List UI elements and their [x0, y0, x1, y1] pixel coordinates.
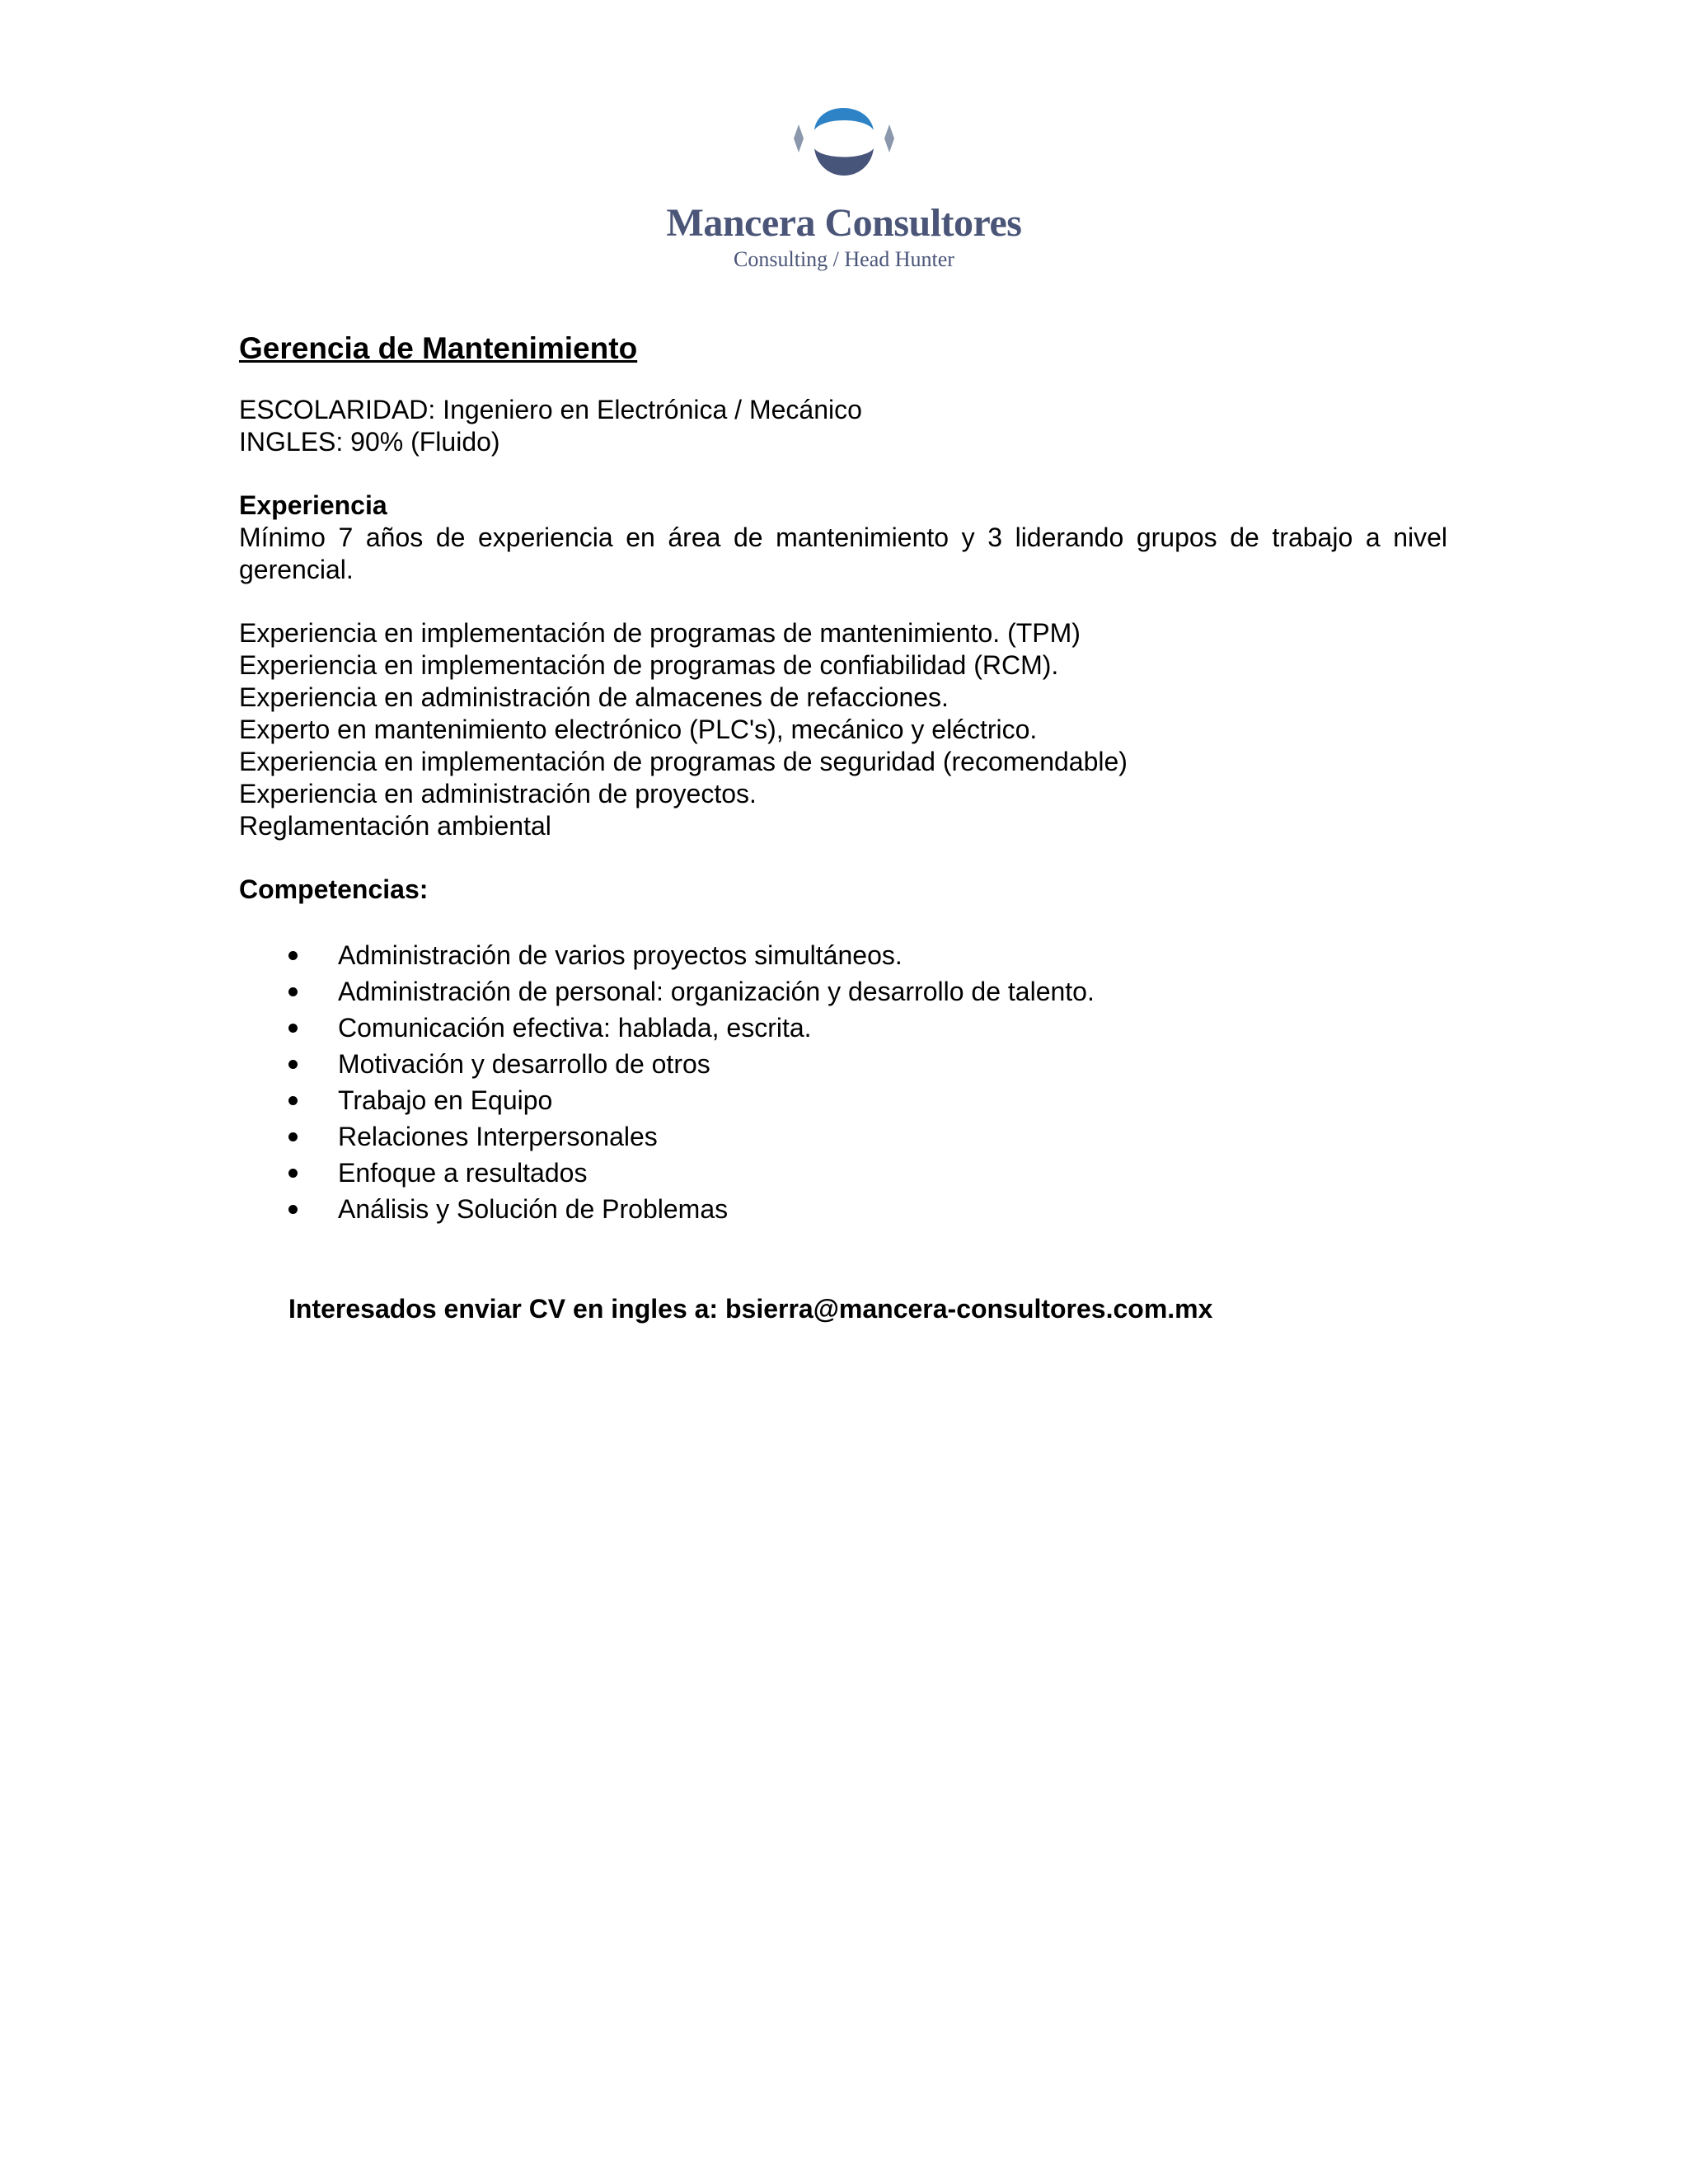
competencies-list [239, 937, 1447, 1227]
job-title: Gerencia de Mantenimiento [239, 331, 638, 365]
competency-text: Trabajo en Equipo [338, 1085, 553, 1115]
list-item [239, 973, 1447, 1010]
list-item [239, 1010, 1447, 1046]
experience-item: Experto en mantenimiento electrónico (PLC's), mecánico y eléctrico. [239, 715, 1038, 744]
bullet-icon [288, 951, 298, 960]
experience-item: Reglamentación ambiental [239, 811, 551, 841]
company-name: Mancera Consultores [666, 201, 1022, 245]
competency-text: Motivación y desarrollo de otros [338, 1049, 710, 1079]
competencies-heading: Competencias: [239, 874, 429, 904]
competency-text: Análisis y Solución de Problemas [338, 1194, 729, 1224]
experience-summary: Mínimo 7 años de experiencia en área de mantenimiento y 3 liderando grupos de trabajo a nivel gerencial. [239, 523, 1447, 584]
experience-item: Experiencia en administración de proyectos. [239, 779, 757, 808]
list-item [239, 1118, 1447, 1155]
experience-heading: Experiencia [239, 490, 387, 520]
list-item [239, 1155, 1447, 1191]
bullet-icon [288, 1096, 298, 1105]
company-tagline: Consulting / Head Hunter [734, 247, 954, 271]
competency-text: Administración de varios proyectos simultáneos. [338, 940, 903, 970]
competency-text: Comunicación efectiva: hablada, escrita. [338, 1013, 812, 1043]
bullet-icon [288, 1024, 298, 1033]
company-emblem-icon [786, 89, 902, 193]
list-item [239, 1082, 1447, 1118]
list-item [239, 1191, 1447, 1227]
experience-item: Experiencia en implementación de programas de confiabilidad (RCM). [239, 650, 1059, 680]
list-item [239, 1046, 1447, 1082]
competency-text: Relaciones Interpersonales [338, 1122, 658, 1151]
english-requirement: INGLES: 90% (Fluido) [239, 427, 500, 457]
experience-item: Experiencia en administración de almacenes de refacciones. [239, 682, 949, 712]
bullet-icon [288, 987, 298, 996]
list-item [239, 937, 1447, 973]
job-posting [239, 330, 1447, 1325]
education-requirement: ESCOLARIDAD: Ingeniero en Electrónica / Mecánico [239, 395, 862, 424]
bullet-icon [288, 1169, 298, 1178]
bullet-icon [288, 1205, 298, 1214]
bullet-icon [288, 1060, 298, 1069]
contact-instructions: Interesados enviar CV en ingles a: bsierra@mancera-consultores.com.mx [288, 1294, 1213, 1324]
experience-item: Experiencia en implementación de programas de mantenimiento. (TPM) [239, 618, 1081, 648]
competency-text: Enfoque a resultados [338, 1158, 588, 1188]
bullet-icon [288, 1132, 298, 1141]
competency-text: Administración de personal: organización y desarrollo de talento. [338, 977, 1095, 1006]
company-logo [0, 89, 1688, 272]
experience-item: Experiencia en implementación de programas de seguridad (recomendable) [239, 747, 1128, 776]
experience-list [239, 617, 1447, 842]
